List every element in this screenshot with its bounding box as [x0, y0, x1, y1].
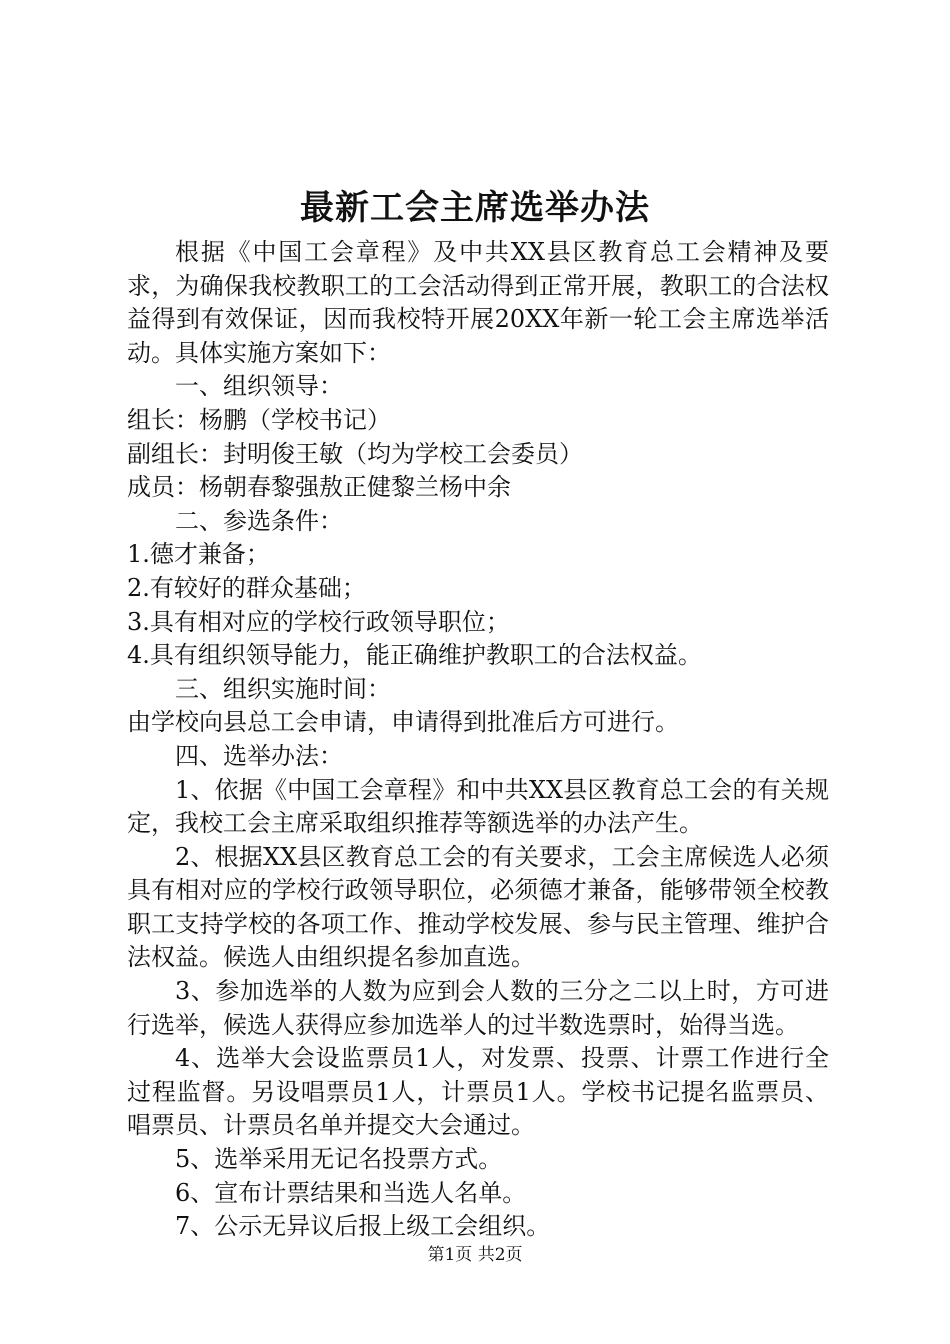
method-paragraph: 7、公示无异议后报上级工会组织。: [175, 1212, 551, 1241]
section-heading-methods: 四、选举办法：: [175, 741, 343, 770]
method-paragraph: 3、参加选举的人数为应到会人数的三分之二以上时，方可进行选举，候选人获得应参加选举人的过半数选票时，始得当选。: [127, 977, 829, 1039]
method-paragraph: 6、宣布计票结果和当选人名单。: [175, 1178, 527, 1207]
condition-item: 2.有较好的群众基础；: [127, 573, 366, 602]
condition-item: 3.具有相对应的学校行政领导职位；: [127, 607, 510, 636]
method-paragraph: 4、选举大会设监票员1人，对发票、投票、计票工作进行全过程监督。另设唱票员1人，计票员1人。学校书记提名监票员、唱票员、计票员名单并提交大会通过。: [127, 1044, 829, 1140]
page-footer: 第1页 共2页: [427, 1245, 523, 1265]
document-body: [127, 236, 829, 1244]
timing-paragraph: 由学校向县总工会申请，申请得到批准后方可进行。: [127, 708, 679, 737]
method-paragraph: 5、选举采用无记名投票方式。: [175, 1145, 503, 1174]
section-heading-conditions: 二、参选条件：: [175, 506, 343, 535]
method-paragraph: 1、依据《中国工会章程》和中共XX县区教育总工会的有关规定，我校工会主席采取组织推荐等额选举的办法产生。: [127, 775, 829, 838]
section-heading-leadership: 一、组织领导：: [175, 372, 343, 401]
intro-paragraph: 根据《中国工会章程》及中共XX县区教育总工会精神及要求，为确保我校教职工的工会活动得到正常开展，教职工的合法权益得到有效保证，因而我校特开展20XX年新一轮工会主席选举活动。具体实施方案如下：: [127, 238, 829, 367]
section-heading-timing: 三、组织实施时间：: [175, 674, 391, 703]
method-paragraph: 2、根据XX县区教育总工会的有关要求，工会主席候选人必须具有相对应的学校行政领导职位，必须德才兼备，能够带领全校教职工支持学校的各项工作、推动学校发展、参与民主管理、维护合法权益。候选人由组织提名参加直选。: [127, 842, 829, 972]
condition-item: 4.具有组织领导能力，能正确维护教职工的合法权益。: [127, 641, 702, 670]
document-title: 最新工会主席选举办法: [300, 188, 650, 228]
leader-line: 组长：杨鹏（学校书记）: [127, 405, 391, 434]
condition-item: 1.德才兼备；: [127, 540, 270, 569]
members-line: 成员：杨朝春黎强敖正健黎兰杨中余: [127, 473, 511, 502]
deputy-leader-line: 副组长：封明俊王敏（均为学校工会委员）: [127, 439, 583, 468]
